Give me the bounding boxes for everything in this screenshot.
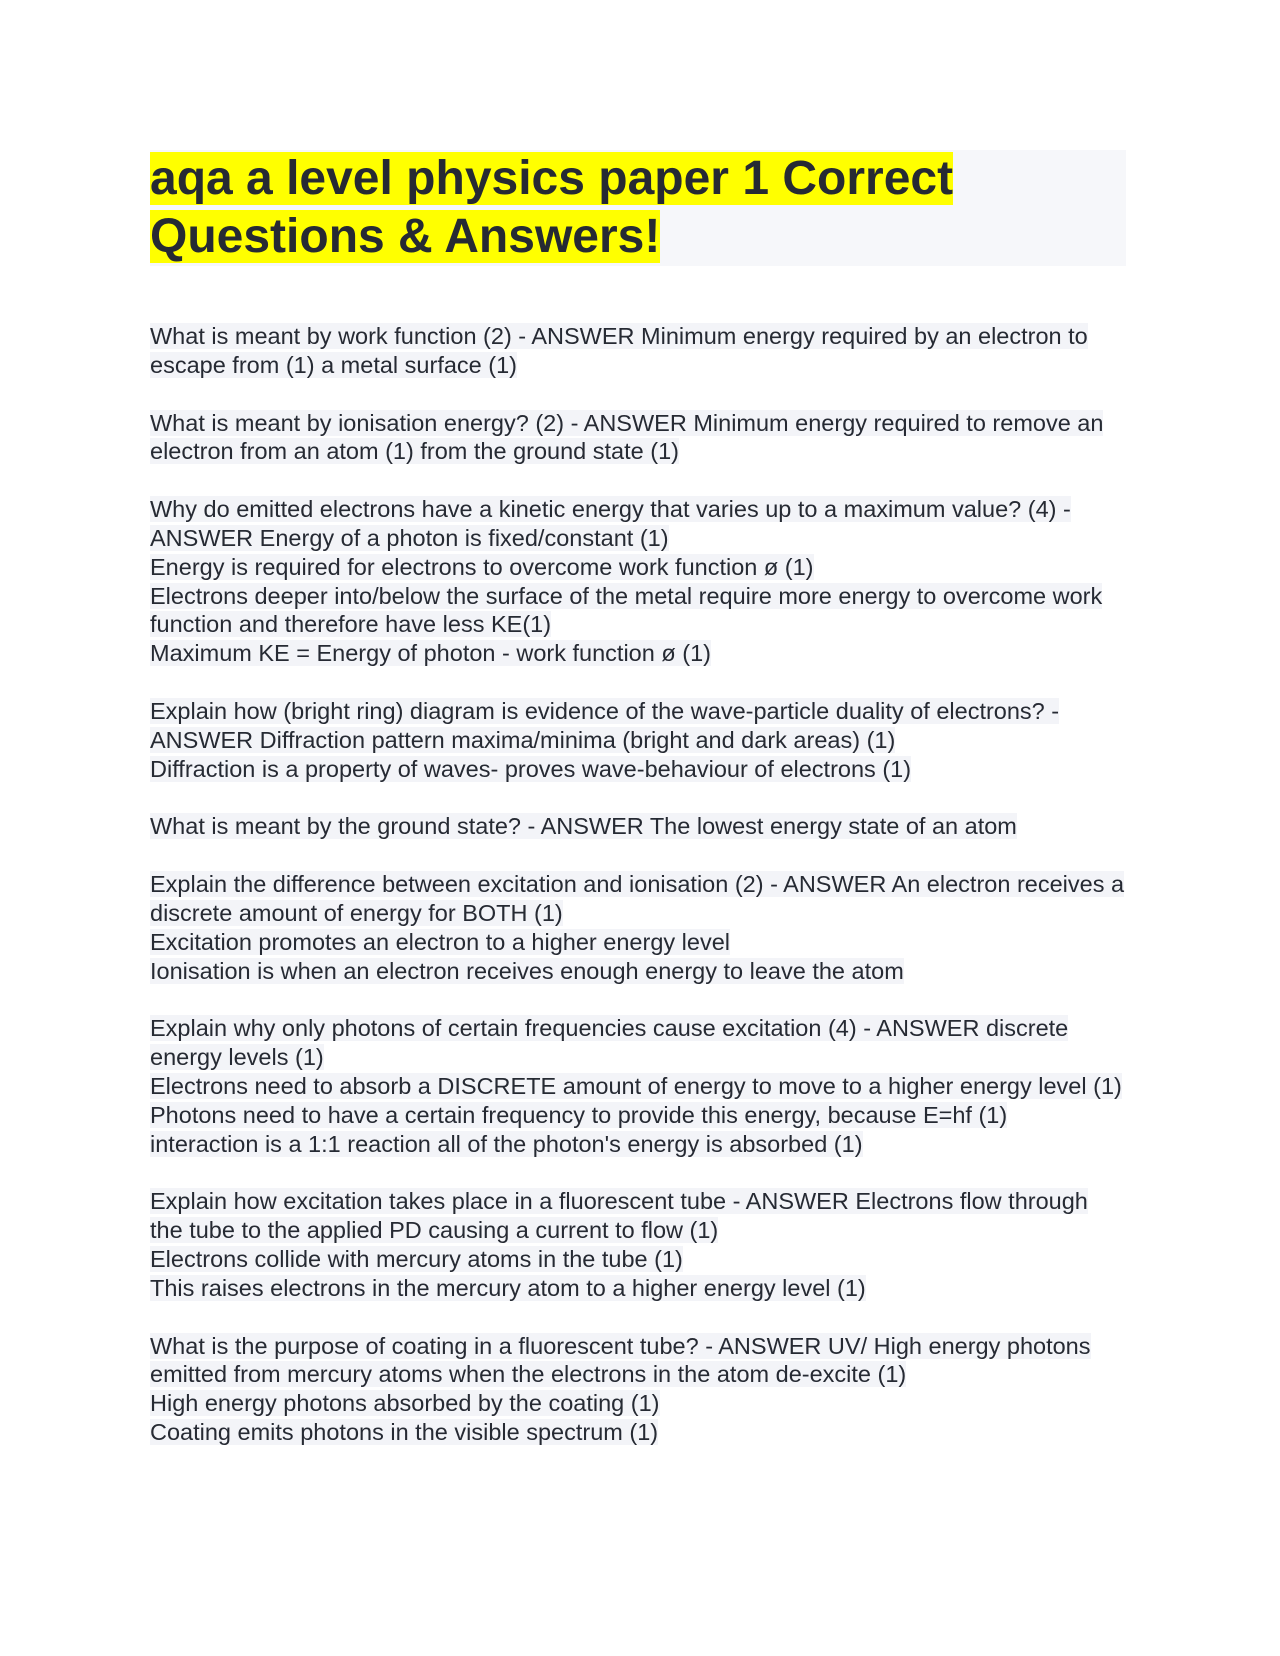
qa-line-text: This raises electrons in the mercury atom to a higher energy level (1) <box>150 1274 866 1301</box>
qa-item <box>150 870 1126 985</box>
qa-question-line <box>150 1187 1126 1245</box>
qa-answer-line <box>150 639 1126 668</box>
qa-question-line <box>150 870 1126 928</box>
qa-line-text: Energy is required for electrons to overcome work function ø (1) <box>150 553 814 580</box>
qa-line-text: Explain the difference between excitation and ionisation (2) - ANSWER An electron receives a discrete amount of energy for BOTH (1) <box>150 871 1125 926</box>
qa-line-text: Photons need to have a certain frequency to provide this energy, because E=hf (1) <box>150 1101 1008 1128</box>
qa-line-text: Maximum KE = Energy of photon - work function ø (1) <box>150 640 711 667</box>
qa-line-text: Excitation promotes an electron to a higher energy level <box>150 928 730 955</box>
qa-question-line <box>150 697 1126 755</box>
qa-item <box>150 1187 1126 1302</box>
qa-line-text: High energy photons absorbed by the coating (1) <box>150 1390 660 1417</box>
qa-line-text: Electrons deeper into/below the surface of the metal require more energy to overcome work function and therefore have less KE(1) <box>150 582 1103 638</box>
qa-line-text: Explain how (bright ring) diagram is evidence of the wave-particle duality of electrons? - ANSWER Diffraction pattern maxima/minima (bright and dark areas) (1) <box>150 697 1060 753</box>
qa-line-text: Diffraction is a property of waves- proves wave-behaviour of electrons (1) <box>150 755 912 782</box>
qa-line-text: Ionisation is when an electron receives enough energy to leave the atom <box>150 957 904 984</box>
qa-line-text: What is meant by work function (2) - ANSWER Minimum energy required by an electron to escape from (1) a metal surface (1) <box>150 323 1088 378</box>
qa-question-line <box>150 1332 1126 1390</box>
qa-question-line <box>150 322 1126 380</box>
qa-question-line <box>150 409 1126 467</box>
document-title <box>150 150 1126 266</box>
qa-item <box>150 322 1126 380</box>
qa-answer-line <box>150 928 1126 957</box>
qa-question-line <box>150 812 1126 841</box>
qa-item <box>150 812 1126 841</box>
qa-item <box>150 1014 1126 1158</box>
qa-answer-line <box>150 1101 1126 1130</box>
qa-answer-line <box>150 553 1126 582</box>
qa-answer-line <box>150 1418 1126 1447</box>
qa-line-text: Electrons need to absorb a DISCRETE amount of energy to move to a higher energy level (1) <box>150 1072 1122 1099</box>
qa-line-text: Why do emitted electrons have a kinetic energy that varies up to a maximum value? (4) - ANSWER Energy of a photon is fixed/constant (1) <box>150 496 1071 551</box>
qa-question-line <box>150 1014 1126 1072</box>
qa-line-text: Coating emits photons in the visible spectrum (1) <box>150 1418 659 1445</box>
qa-line-text: Explain why only photons of certain frequencies cause excitation (4) - ANSWER discrete energy levels (1) <box>150 1015 1069 1071</box>
title-block <box>150 150 1126 266</box>
qa-answer-line <box>150 1389 1126 1418</box>
qa-item <box>150 1332 1126 1447</box>
qa-answer-line <box>150 582 1126 640</box>
title-highlight: aqa a level physics paper 1 Correct Questions & Answers! <box>150 152 954 263</box>
qa-line-text: Electrons collide with mercury atoms in the tube (1) <box>150 1245 683 1272</box>
qa-answer-line <box>150 1274 1126 1303</box>
qa-list <box>150 322 1126 1447</box>
qa-line-text: What is the purpose of coating in a fluorescent tube? - ANSWER UV/ High energy photons emitted from mercury atoms when the electrons in the atom de-excite (1) <box>150 1332 1091 1388</box>
qa-item <box>150 495 1126 668</box>
qa-line-text: What is meant by the ground state? - ANSWER The lowest energy state of an atom <box>150 813 1017 840</box>
qa-answer-line <box>150 957 1126 986</box>
qa-line-text: What is meant by ionisation energy? (2) - ANSWER Minimum energy required to remove an electron from an atom (1) from the ground state (1) <box>150 409 1104 465</box>
qa-line-text: Explain how excitation takes place in a fluorescent tube - ANSWER Electrons flow through the tube to the applied PD causing a current to flow (1) <box>150 1188 1088 1244</box>
qa-question-line <box>150 495 1126 553</box>
qa-answer-line <box>150 755 1126 784</box>
qa-line-text: interaction is a 1:1 reaction all of the photon's energy is absorbed (1) <box>150 1130 863 1157</box>
qa-answer-line <box>150 1130 1126 1159</box>
qa-answer-line <box>150 1072 1126 1101</box>
document-page <box>150 150 1126 1476</box>
qa-item <box>150 409 1126 467</box>
qa-item <box>150 697 1126 783</box>
qa-answer-line <box>150 1245 1126 1274</box>
